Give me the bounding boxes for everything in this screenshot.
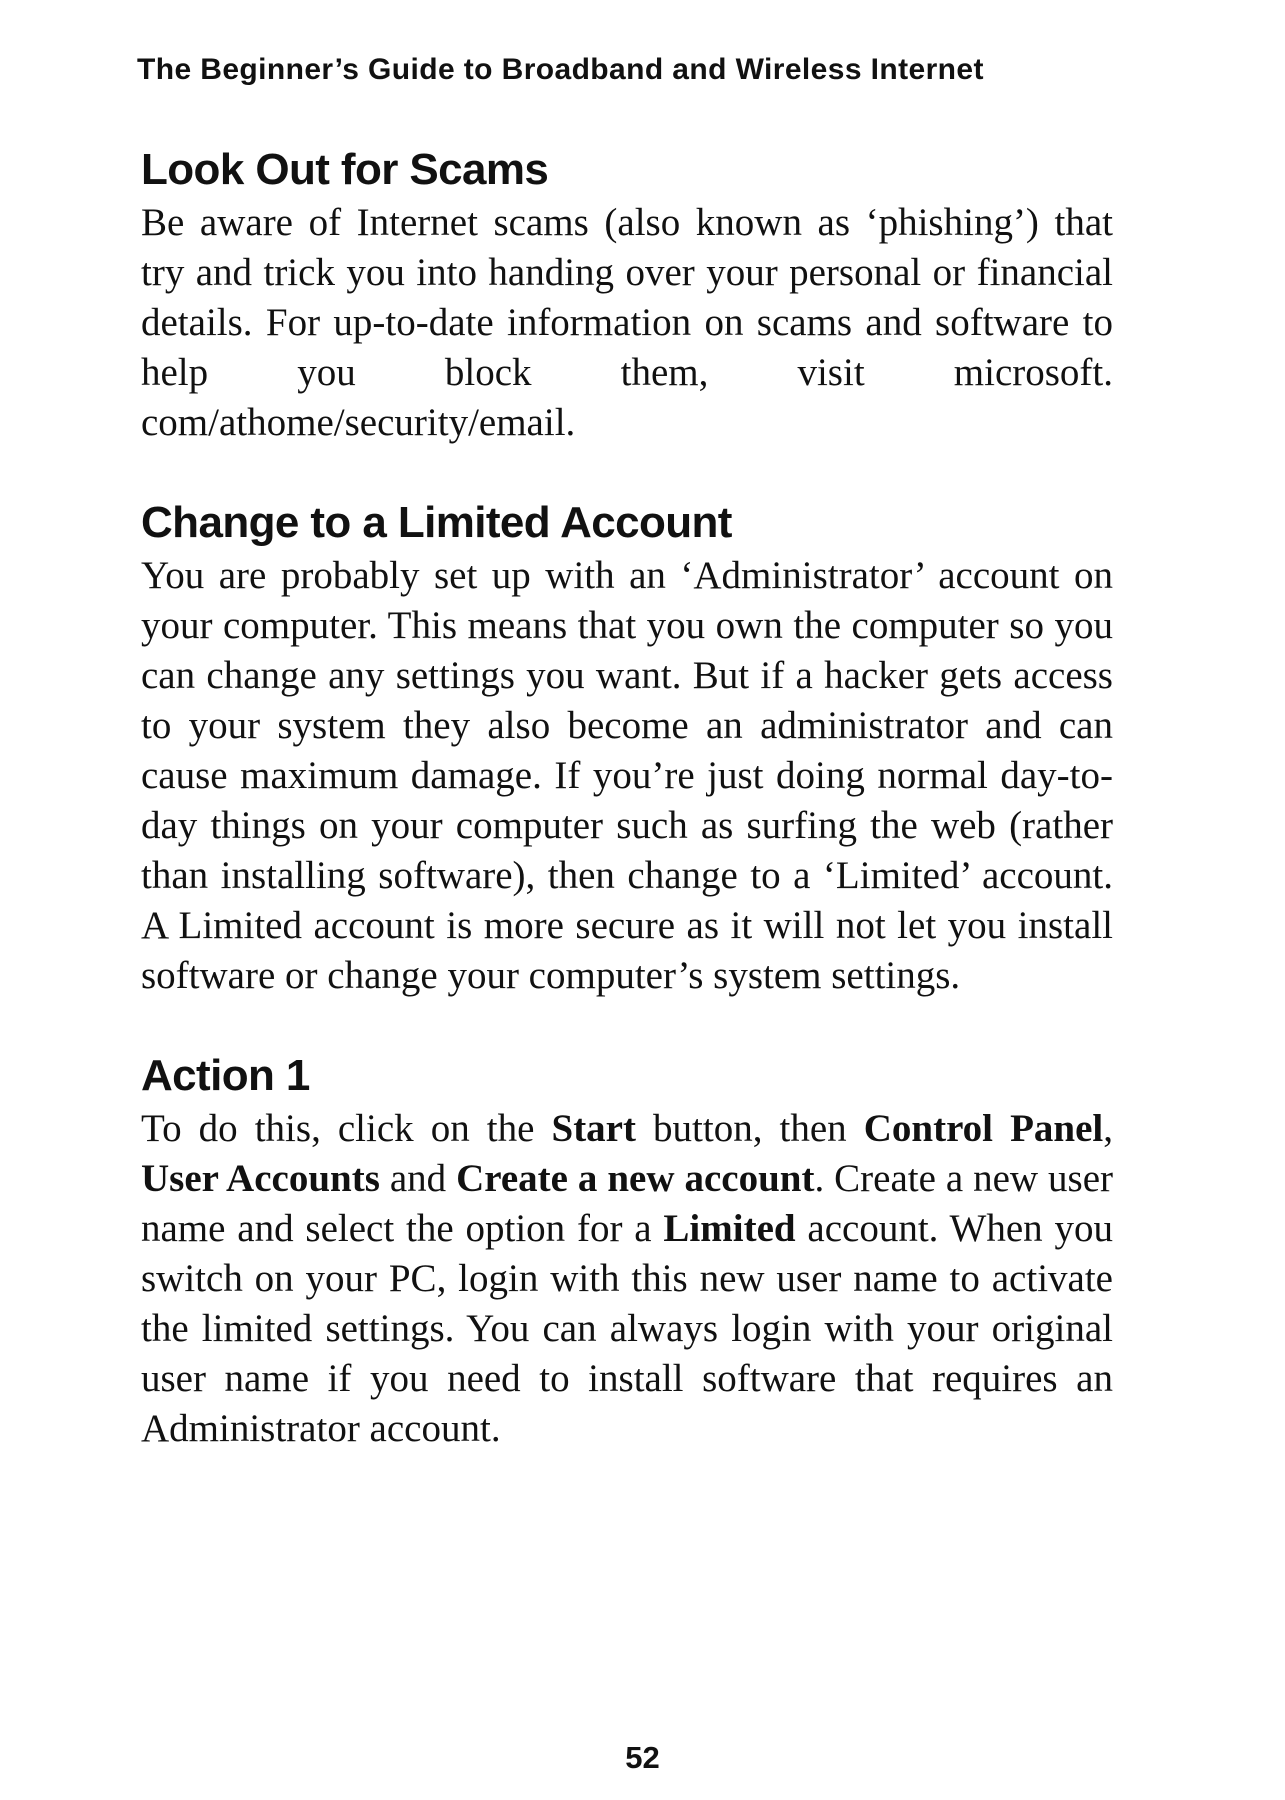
text-run: button, then (635, 1107, 864, 1150)
bold-term-user-accounts: User Accounts (141, 1157, 380, 1200)
section-paragraph: You are probably set up with an ‘Administrator’ account on your computer. This means that you own the computer so you can change any settings you want. But if a hacker gets access to your system they also become an administrator and can cause maximum damage. If you’re just doing normal day-to-day things on your computer such as surfing the web (rather than installing software), then change to a ‘Limited’ account. A Limited account is more secure as it will not let you install software or change your computer’s system settings. (141, 554, 1113, 997)
bold-term-start: Start (551, 1107, 636, 1150)
section-action-1 (141, 1048, 1113, 1454)
bold-term-create-account: Create a new account (456, 1157, 815, 1200)
text-run: account. When you switch on your PC, login with this new user name to activate the limited settings. You can always login with your original user name if you need to install software that requires an Administrator account. (141, 1207, 1113, 1450)
text-run: . Create a new user name and select the option for a (141, 1157, 1114, 1250)
text-run: , (1103, 1107, 1113, 1150)
running-header: The Beginner’s Guide to Broadband and Wireless Internet (137, 53, 984, 86)
text-run: and (379, 1157, 457, 1200)
section-heading: Change to a Limited Account (141, 498, 732, 547)
section-heading: Action 1 (141, 1051, 310, 1100)
page-number: 52 (625, 1740, 660, 1775)
text-run: To do this, click on the (141, 1107, 552, 1150)
section-paragraph: Be aware of Internet scams (also known as ‘phishing’) that try and trick you into handing over your personal or financial details. For up-to-date information on scams and software to help you block them, visit microsoft. com/athome/security/email. (141, 201, 1113, 444)
section-paragraph (141, 1104, 1113, 1454)
section-limited-account (141, 495, 1113, 1001)
page-content (141, 142, 1113, 1454)
bold-term-limited: Limited (663, 1207, 796, 1250)
section-scams (141, 142, 1113, 448)
bold-term-control-panel: Control Panel (863, 1107, 1104, 1150)
section-heading: Look Out for Scams (141, 145, 549, 194)
